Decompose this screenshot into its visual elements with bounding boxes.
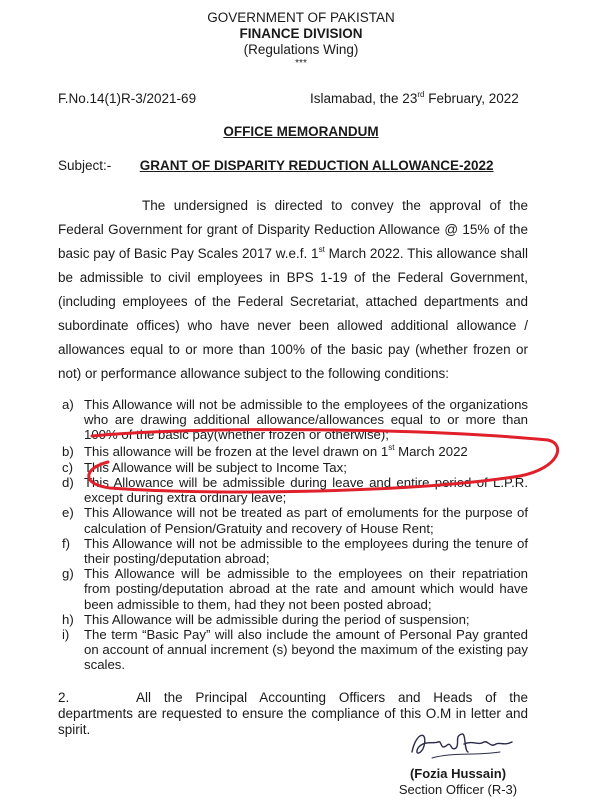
condition-item: e) This Allowance will not be treated as part of emoluments for the purpose of calculation of Pension/Gratuity and recovery of House Rent;	[62, 505, 528, 536]
handwritten-signature	[404, 722, 524, 766]
memo-title: OFFICE MEMORANDUM	[223, 124, 379, 139]
condition-item: g) This Allowance will be admissible to the employees on their repatriation from posting/deputation abroad at the rate and amount which would have been admissible to them, had they not been posted abroad;	[62, 566, 528, 612]
subject-line	[58, 158, 494, 173]
subject-label: Subject:-	[58, 158, 112, 173]
condition-item: h) This Allowance will be admissible during the period of suspension;	[62, 611, 470, 627]
letterhead-division: FINANCE DIVISION	[239, 26, 363, 41]
letterhead-wing: (Regulations Wing)	[243, 42, 359, 57]
letterhead-government: GOVERNMENT OF PAKISTAN	[207, 10, 395, 25]
conditions-list	[62, 397, 528, 673]
place-date: Islamabad, the 23rd February, 2022	[310, 90, 519, 106]
signature-block	[378, 766, 538, 798]
signatory-name: (Fozia Hussain)	[409, 766, 507, 781]
subject-text: GRANT OF DISPARITY REDUCTION ALLOWANCE-2022	[139, 158, 494, 173]
condition-item: f) This Allowance will not be admissible to the employees during the tenure of their posting/deputation abroad;	[62, 535, 528, 567]
condition-item: i) The term “Basic Pay” will also include the amount of Personal Pay granted on account of annual increment (s) beyond the maximum of the existing pay scales.	[62, 627, 528, 673]
file-number: F.No.14(1)R-3/2021-69	[58, 91, 197, 106]
paragraph-2: 2. All the Principal Accounting Officers and Heads of the departments are requested to ensure the compliance of this O.M in letter and spirit.	[58, 690, 528, 737]
condition-item: d) This Allowance will be admissible during leave and entire period of L.P.R. except during extra ordinary leave;	[62, 475, 528, 506]
condition-item: b) This allowance will be frozen at the level drawn on 1st March 2022	[62, 442, 468, 459]
letterhead	[0, 10, 602, 70]
condition-item: a) This Allowance will not be admissible to the employees of the organizations who are drawing additional allowance/allowances equal to or more than 100% of the basic pay(whether frozen or otherwise);	[62, 397, 528, 443]
signatory-designation: Section Officer (R-3)	[398, 782, 518, 797]
paragraph-1: The undersigned is directed to convey the approval of the Federal Government for grant of Disparity Reduction Allowance @ 15% of the basic pay of Basic Pay Scales 2017 w.e.f. 1st March 2022. This allowance shall be admissible to civil employees in BPS 1-19 of the Federal Government, (including employees of the Federal Secretariat, attached departments and subordinate offices) who have never been allowed additional allowance / allowances equal to or more than 100% of the basic pay (whether frozen or not) or performance allowance subject to the following conditions:	[58, 198, 528, 381]
condition-item: c) This Allowance will be subject to Income Tax;	[62, 459, 347, 475]
letterhead-stars: ***	[295, 58, 307, 69]
